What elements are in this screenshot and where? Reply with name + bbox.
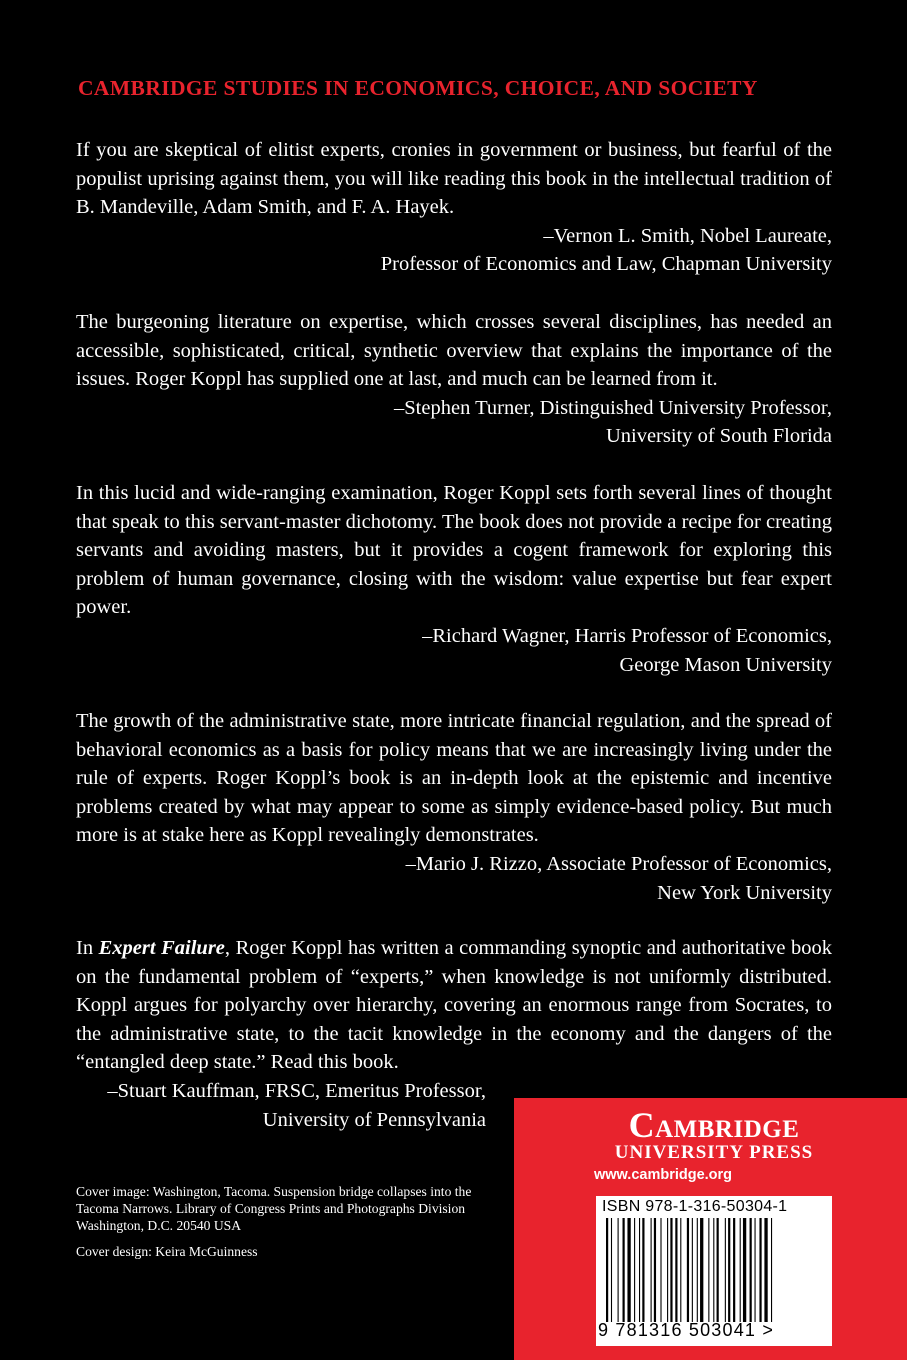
barcode-bar [623, 1218, 625, 1322]
barcode-bar [675, 1218, 677, 1322]
barcode-bar [654, 1218, 656, 1322]
cover-image-credit: Cover image: Washington, Tacoma. Suspension bridge collapses into the Tacoma Narrows. Library of Congress Prints and Photographs Division Washington, D.C. 20540 USA [76, 1184, 472, 1233]
blurb-attribution-affiliation: George Mason University [619, 653, 832, 676]
barcode-bar [639, 1218, 640, 1322]
publisher-name: Cambridge [628, 1105, 800, 1145]
barcode-bar [725, 1218, 726, 1322]
isbn-label: ISBN 978-1-316-50304-1 [602, 1198, 788, 1215]
barcode-bars [604, 1218, 824, 1322]
barcode-bar [759, 1218, 761, 1322]
blurb-turner [76, 308, 832, 451]
blurb-wagner [76, 479, 832, 679]
barcode-bar [680, 1218, 681, 1322]
barcode-bar [660, 1218, 661, 1322]
blurb-attribution-name: –Mario J. Rizzo, Associate Professor of Economics, [405, 852, 832, 875]
barcode-bar [627, 1218, 630, 1322]
barcode-bar [697, 1218, 698, 1322]
barcode-bar [611, 1218, 612, 1322]
book-title: Expert Failure [98, 937, 225, 959]
blurb-text: The growth of the administrative state, more intricate financial regulation, and the spread of behavioral economics as a basis for policy means that we are increasingly living under the rule of experts. Roger Koppl’s book is an in-depth look at the epistemic and incentive problems created by what may appear to some as simply evidence-based policy. But much more is at stake here as Koppl revealingly demonstrates. [76, 710, 832, 847]
blurb-attribution-affiliation: New York University [657, 881, 832, 904]
barcode-bar [733, 1218, 735, 1322]
blurb-rizzo [76, 707, 832, 907]
blurb-text [76, 934, 832, 1077]
publisher-url: www.cambridge.org [594, 1167, 733, 1183]
blurb-text: If you are skeptical of elitist experts, cronies in government or business, but fearful of the populist uprising against them, you will like reading this book in the intellectual tradition of B. Mandeville, Adam Smith, and F. A. Hayek. [76, 139, 832, 219]
barcode-bar [692, 1218, 693, 1322]
publisher-block [514, 1098, 907, 1360]
blurb-attribution-name: –Stuart Kauffman, FRSC, Emeritus Professor, [107, 1079, 486, 1102]
cover-credits [76, 1183, 486, 1269]
barcode-bar [651, 1218, 652, 1322]
barcode-bar [634, 1218, 635, 1322]
barcode-box [596, 1196, 832, 1346]
publisher-press: UNIVERSITY PRESS [614, 1142, 814, 1163]
barcode-bar [700, 1218, 703, 1322]
blurb-text: The burgeoning literature on expertise, which crosses several disciplines, has needed an accessible, sophisticated, critical, synthetic overview that explains the importance of the issues. Roger Koppl has supplied one at last, and much can be learned from it. [76, 311, 832, 391]
barcode-bar [764, 1218, 767, 1322]
blurb-attribution-name: –Stephen Turner, Distinguished University Professor, [394, 396, 832, 419]
barcode-bar [755, 1218, 756, 1322]
blurb-smith [76, 136, 832, 279]
blurb-attribution-affiliation: University of Pennsylvania [262, 1108, 486, 1131]
barcode-bar [642, 1218, 644, 1322]
blurb-attribution-affiliation: University of South Florida [605, 425, 832, 448]
barcode-bar [670, 1218, 672, 1322]
barcode-bar [708, 1218, 709, 1322]
barcode-bar [771, 1218, 772, 1322]
blurb-attribution-affiliation: Professor of Economics and Law, Chapman University [380, 253, 832, 276]
barcode-number: 9 781316 503041 > [598, 1320, 775, 1340]
blurb-attribution-name: –Richard Wagner, Harris Professor of Economics, [422, 624, 832, 647]
barcode-bar [618, 1218, 619, 1322]
barcode-bar [687, 1218, 689, 1322]
blurb-attribution-name: –Vernon L. Smith, Nobel Laureate, [543, 224, 832, 247]
barcode-bar [713, 1218, 714, 1322]
barcode-bar [750, 1218, 752, 1322]
blurb-body: , Roger Koppl has written a commanding synoptic and authoritative book on the fundamental problem of “experts,” when knowledge is not uniformly distributed. Koppl argues for polyarchy over hierarchy, covering an enormous range from Socrates, to the administrative state, to the tacit knowledge in the economy and the dangers of the “entangled deep state.” Read this book. [76, 937, 832, 1074]
barcode-bar [717, 1218, 719, 1322]
barcode-bar [606, 1218, 608, 1322]
barcode-bar [740, 1218, 741, 1322]
barcode-bar [743, 1218, 746, 1322]
barcode-bar [667, 1218, 668, 1322]
blurb-text: In this lucid and wide-ranging examination, Roger Koppl sets forth several lines of thought that speak to this servant-master dichotomy. The book does not provide a recipe for creating servants and avoiding masters, but it provides a cogent framework for exploring this problem of human governance, closing with the wisdom: value expertise but fear expert power. [76, 482, 832, 619]
series-title: CAMBRIDGE STUDIES IN ECONOMICS, CHOICE, AND SOCIETY [78, 76, 758, 100]
cover-design-credit: Cover design: Keira McGuinness [76, 1244, 258, 1259]
barcode-bar [728, 1218, 730, 1322]
blurb-prefix: In [76, 937, 99, 959]
